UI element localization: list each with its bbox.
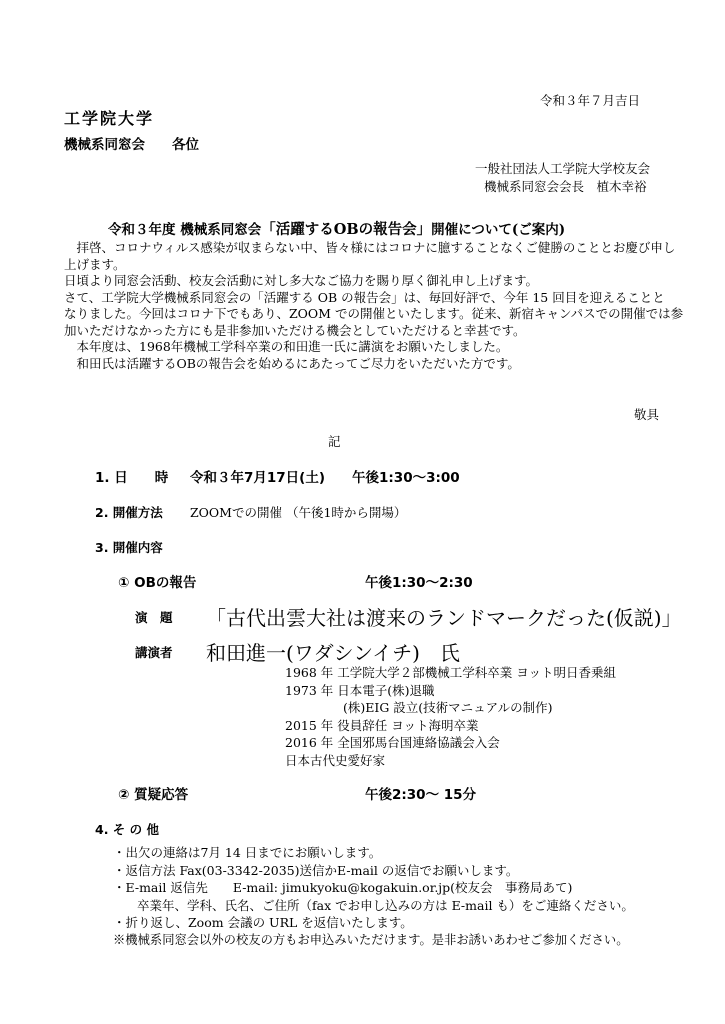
item-method-label: 2. 開催方法 xyxy=(95,505,163,520)
body-text xyxy=(64,240,684,372)
other-info-line: ・E-mail 返信先 E-mail: jimukyoku@kogakuin.or.jp(校友会 事務局あて) xyxy=(113,880,573,895)
topic-label: 演 題 xyxy=(135,610,173,625)
body-line: 加いただけなかった方にも是非参加いただける機会としていただけると幸甚です。 xyxy=(64,322,526,338)
body-line: 和田氏は活躍するOBの報告会を始めるにあたってご尽力をいただいた方です。 xyxy=(64,355,520,371)
title-suffix: 開催について(ご案内) xyxy=(431,222,566,238)
profile-line: 2015 年 役員辞任 ヨット海明卒業 xyxy=(285,717,479,733)
profile-line: (株)EIG 設立(技術マニュアルの制作) xyxy=(343,700,553,716)
sender-organization: 一般社団法人工学院大学校友会 xyxy=(475,161,651,176)
body-line: 拝啓、コロナウィルス感染が収まらない中、皆々様にはコロナに臆することなくご健勝のこととお慶び申し xyxy=(64,240,676,255)
ki-heading: 記 xyxy=(328,434,341,449)
title-prefix: 令和３年度 機械系同窓会 xyxy=(108,222,262,238)
profile-line: 1973 年 日本電子(株)退職 xyxy=(285,682,435,698)
body-line: 本年度は、1968年機械工学科卒業の和田進一氏に講演をお願いたしました。 xyxy=(64,339,509,354)
body-line: 上げます。 xyxy=(64,256,126,272)
item-method-value: ZOOMでの開催 （午後1時から開場） xyxy=(190,505,407,520)
other-info-line: ※機械系同窓会以外の校友の方もお申込みいただけます。是非お誘いあわせご参加ください。 xyxy=(113,932,629,947)
speaker-profile xyxy=(285,664,616,770)
topic-value: 「古代出雲大社は渡来のランドマークだった(仮説)」 xyxy=(206,606,682,630)
recipient-university: 工学院大学 xyxy=(64,109,155,128)
other-info-line: ・折り返し、Zoom 会議の URL を返信いたします。 xyxy=(113,915,413,930)
item-other-label: 4. そ の 他 xyxy=(95,822,160,837)
profile-line: 1968 年 工学院大学２部機械工学科卒業 ヨット明日香乗組 xyxy=(285,665,616,680)
qa-label: ② 質疑応答 xyxy=(118,787,189,803)
qa-time: 午後2:30～ 15分 xyxy=(365,787,477,803)
profile-line: 2016 年 全国邪馬台国連絡協議会入会 xyxy=(285,735,500,751)
other-info-line: 卒業年、学科、氏名、ご住所（fax でお申し込みの方は E-mail も）をご連絡ください。 xyxy=(137,897,634,913)
item-date-label: 1. 日 時 xyxy=(95,470,169,486)
closing-keigu: 敬具 xyxy=(634,407,660,422)
other-info-line: ・返信方法 Fax(03-3342-2035)送信かE-mail の返信でお願いします。 xyxy=(113,862,519,878)
body-line: 日頃より同窓会活動、校友会活動に対し多大なご協力を賜り厚く御礼申し上げます。 xyxy=(64,273,539,288)
title-highlight: 「活躍するOBの報告会」 xyxy=(261,221,432,238)
other-info-line: ・出欠の連絡は7月 14 日までにお願いします。 xyxy=(113,845,382,860)
body-line: さて、工学院大学機械系同窓会の「活躍する OB の報告会」は、毎回好評で、今年 15 回目を迎えることと xyxy=(64,289,665,305)
speaker-value: 和田進一(ワダシンイチ) 氏 xyxy=(206,641,460,665)
item-date-value: 令和３年7月17日(土) 午後1:30～3:00 xyxy=(190,470,460,486)
body-line: なりました。今回はコロナ下でもあり、ZOOM での開催といたします。従来、新宿キャンパスでの開催では参 xyxy=(64,306,684,321)
other-info-list xyxy=(113,844,634,949)
report-label: ① OBの報告 xyxy=(118,575,197,591)
document-date: 令和３年７月吉日 xyxy=(540,93,641,108)
report-time: 午後1:30～2:30 xyxy=(365,575,473,591)
recipient-group: 機械系同窓会 各位 xyxy=(64,137,199,153)
sender-name: 機械系同窓会会長 植木幸裕 xyxy=(484,179,647,194)
item-content-label: 3. 開催内容 xyxy=(95,540,163,555)
speaker-label: 講演者 xyxy=(135,645,173,660)
document-title xyxy=(108,218,565,239)
profile-line: 日本古代史愛好家 xyxy=(285,752,386,768)
